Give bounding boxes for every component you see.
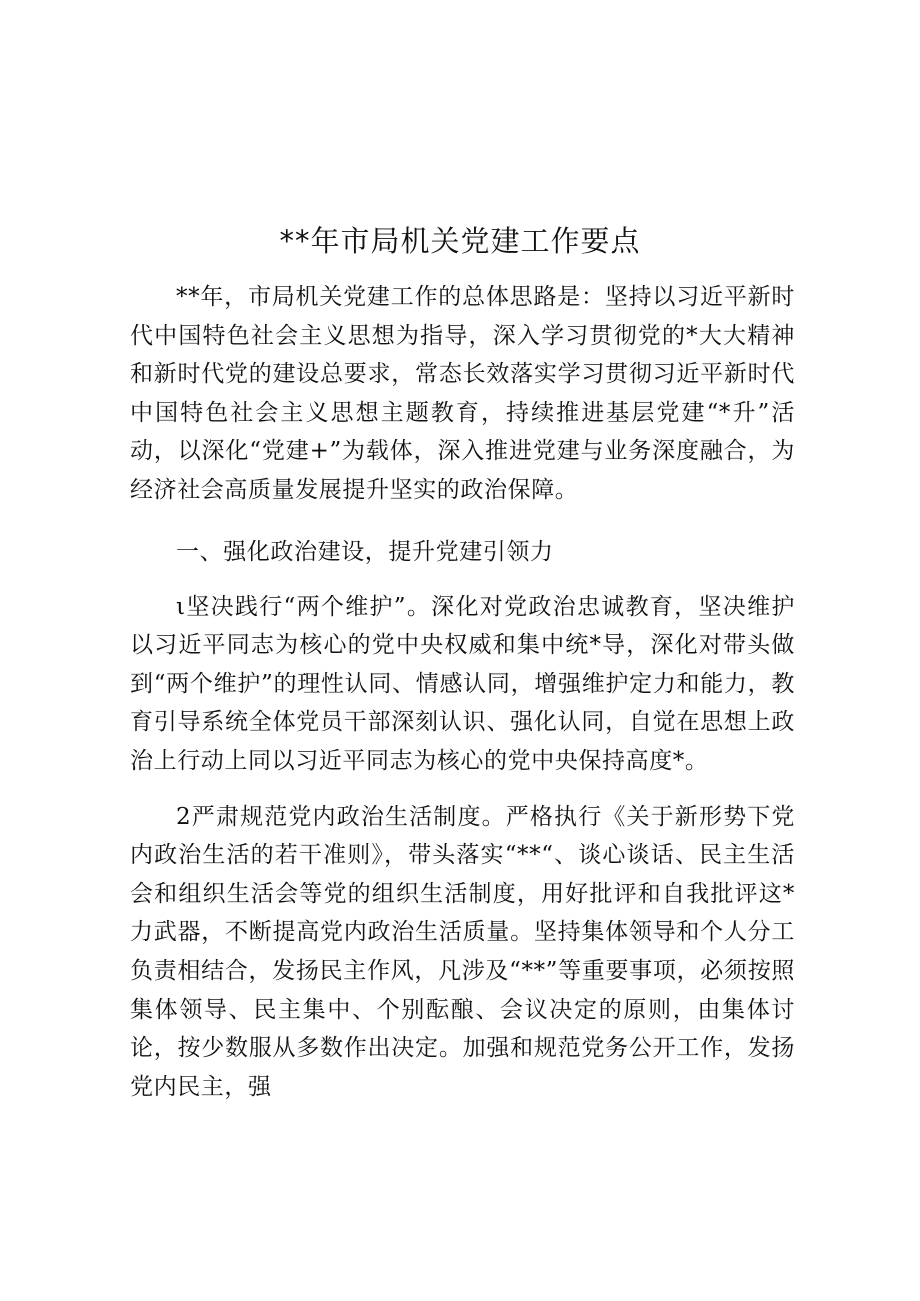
intro-paragraph: **年，市局机关党建工作的总体思路是：坚持以习近平新时代中国特色社会主义思想为指导，深入学习贯彻党的*大大精神和新时代党的建设总要求，常态长效落实学习贯彻习近平新时代中国特色社会主义思想主题教育，持续推进基层党建“*升”活动，以深化“党建+”为载体，深入推进党建与业务深度融合，为经济社会高质量发展提升坚实的政治保障。 — [130, 284, 795, 503]
item-paragraph-two-safeguards: ι坚决践行“两个维护”。深化对党政治忠诚教育，坚决维护以习近平同志为核心的党中央权威和集中统*导，深化对带头做到“两个维护”的理性认同、情感认同，增强维护定力和能力，教育引导系统全体党员干部深刻认识、强化认同，自觉在思想上政治上行动上同以习近平同志为核心的党中央保持高度*。 — [130, 593, 795, 774]
item-paragraph-inner-party-life: 2严肃规范党内政治生活制度。严格执行《关于新形势下党内政治生活的若干准则》，带头落实“**“、谈心谈话、民主生活会和组织生活会等党的组织生活制度，用好批评和自我批评这*力武器，不断提高党内政治生活质量。坚持集体领导和个人分工负责相结合，发扬民主作风，凡涉及“**”等重要事项，必须按照集体领导、民主集中、个别酝酿、会议决定的原则，由集体讨论，按少数服从多数作出决定。加强和规范党务公开工作，发扬党内民主，强 — [130, 803, 795, 1100]
section-heading-political-building: 一、强化政治建设，提升党建引领力 — [176, 538, 554, 565]
document-body — [130, 278, 795, 1106]
document-title: **年市局机关党建工作要点 — [279, 224, 641, 258]
